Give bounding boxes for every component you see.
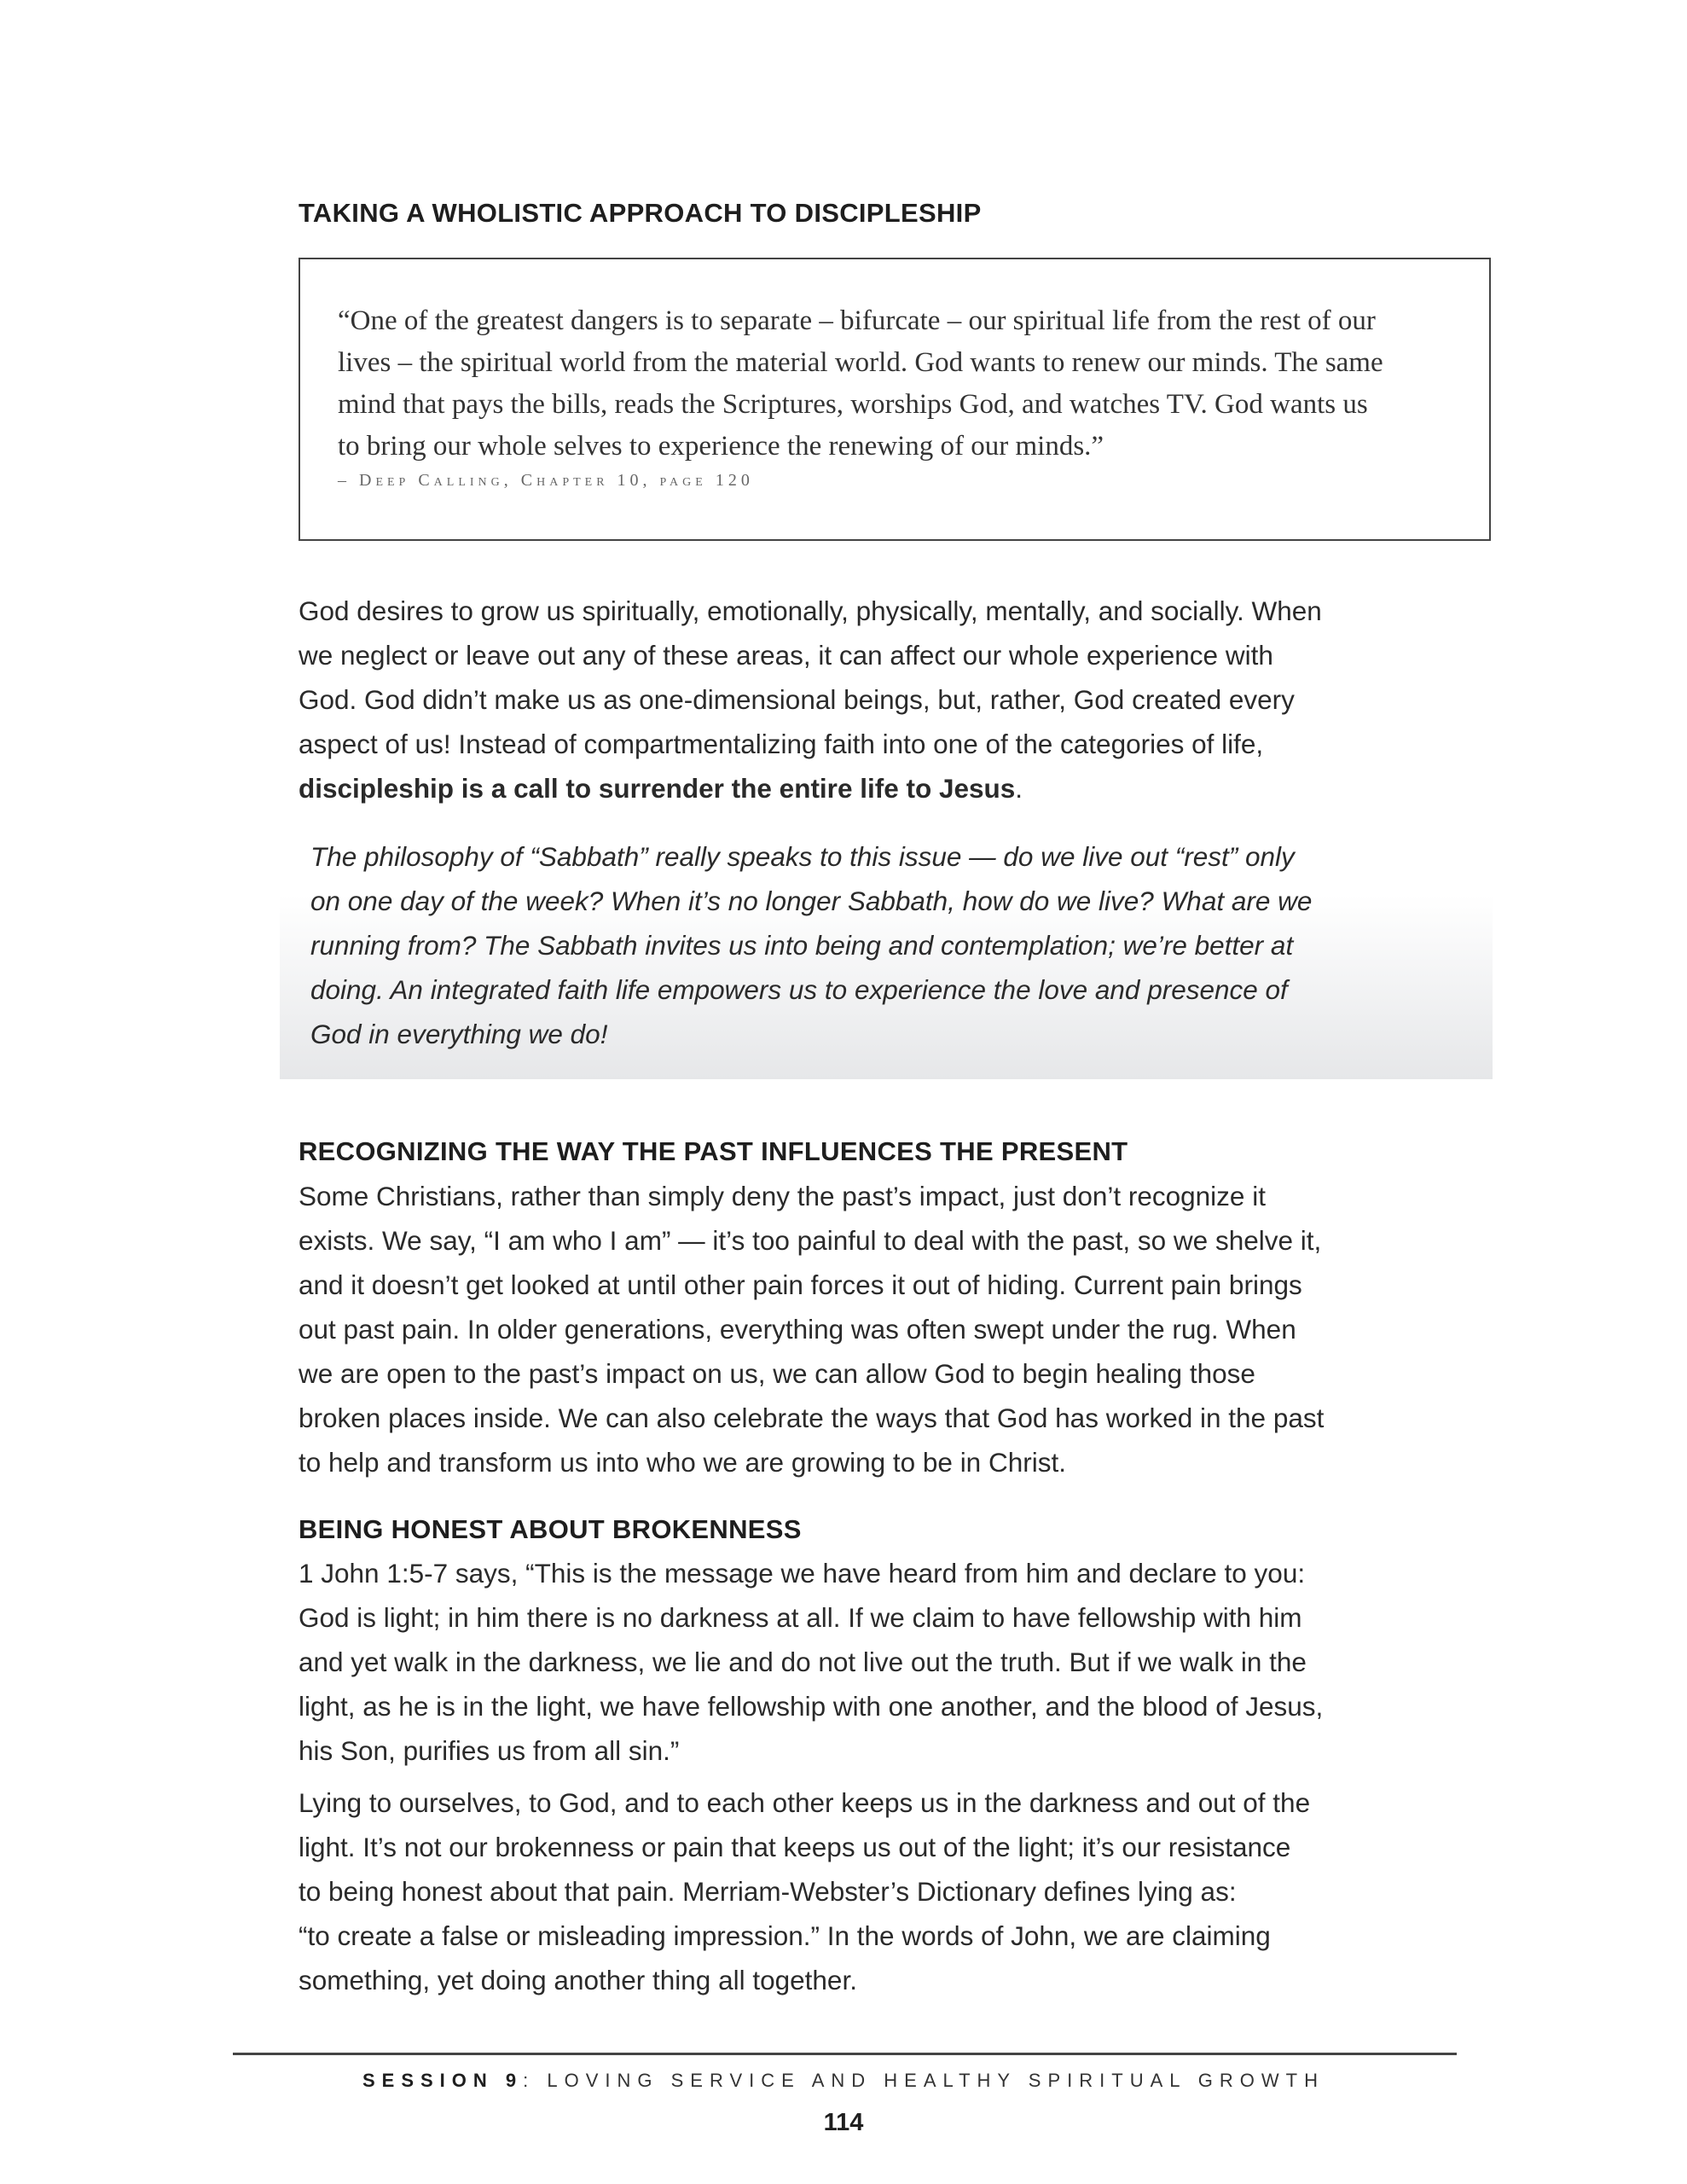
section-heading-wholistic: TAKING A WHOLISTIC APPROACH TO DISCIPLESHIP (299, 198, 982, 228)
text-line: his Son, purifies us from all sin.” (299, 1735, 680, 1766)
text-line: God. God didn’t make us as one-dimensional beings, but, rather, God created every (299, 684, 1295, 715)
text-line: and yet walk in the darkness, we lie and do not live out the truth. But if we walk in the (299, 1647, 1307, 1677)
text-line: The philosophy of “Sabbath” really speaks to this issue — do we live out “rest” only (310, 841, 1295, 872)
callout-text (310, 834, 1522, 1056)
text-line: to being honest about that pain. Merriam-Webster’s Dictionary defines lying as: (299, 1876, 1237, 1907)
text-line: doing. An integrated faith life empowers us to experience the love and presence of (310, 974, 1288, 1005)
quote-line: to bring our whole selves to experience the renewing of our minds.” (338, 431, 1104, 462)
footer-title: : LOVING SERVICE AND HEALTHY SPIRITUAL GROWTH (523, 2070, 1325, 2091)
quote-line: lives – the spiritual world from the material world. God wants to renew our minds. The same (338, 347, 1383, 378)
body-paragraph-wholistic (299, 589, 1510, 810)
footer-divider (233, 2053, 1457, 2055)
text-line: God in everything we do! (310, 1019, 608, 1049)
text-line: Lying to ourselves, to God, and to each other keeps us in the darkness and out of the (299, 1787, 1311, 1818)
text-line: broken places inside. We can also celebrate the ways that God has worked in the past (299, 1403, 1325, 1433)
body-paragraph-lying (299, 1780, 1510, 2002)
quote-box (299, 258, 1491, 541)
text-line: 1 John 1:5-7 says, “This is the message we have heard from him and declare to you: (299, 1558, 1306, 1589)
text-line: on one day of the week? When it’s no longer Sabbath, how do we live? What are we (310, 886, 1313, 916)
text-line: aspect of us! Instead of compartmentalizing faith into one of the categories of life, (299, 729, 1264, 759)
text-line: light. It’s not our brokenness or pain that keeps us out of the light; it’s our resistance (299, 1832, 1291, 1862)
text-line: we neglect or leave out any of these areas, it can affect our whole experience with (299, 640, 1273, 671)
emphasis-text: discipleship is a call to surrender the entire life to Jesus (299, 773, 1016, 804)
section-heading-brokenness: BEING HONEST ABOUT BROKENNESS (299, 1514, 802, 1544)
text-line: and it doesn’t get looked at until other pain forces it out of hiding. Current pain brings (299, 1269, 1302, 1300)
text-line: something, yet doing another thing all together. (299, 1965, 857, 1995)
body-paragraph-scripture (299, 1551, 1510, 1773)
text-line: “to create a false or misleading impression.” In the words of John, we are claiming (299, 1920, 1271, 1951)
section-heading-past: RECOGNIZING THE WAY THE PAST INFLUENCES THE PRESENT (299, 1136, 1128, 1166)
text-line: light, as he is in the light, we have fellowship with one another, and the blood of Jesus, (299, 1691, 1324, 1722)
callout-box (280, 834, 1493, 1079)
text-line: to help and transform us into who we are growing to be in Christ. (299, 1447, 1066, 1478)
body-paragraph-past (299, 1174, 1510, 1484)
page-number: 114 (823, 2109, 864, 2136)
text-line: exists. We say, “I am who I am” — it’s too painful to deal with the past, so we shelve it, (299, 1225, 1322, 1256)
text-punctuation: . (1015, 773, 1023, 804)
text-line: running from? The Sabbath invites us into being and contemplation; we’re better at (310, 930, 1294, 961)
text-line: out past pain. In older generations, everything was often swept under the rug. When (299, 1314, 1296, 1345)
text-line: we are open to the past’s impact on us, we can allow God to begin healing those (299, 1358, 1255, 1389)
quote-citation: – Deep Calling, Chapter 10, page 120 (338, 471, 754, 490)
quote-line: “One of the greatest dangers is to separate – bifurcate – our spiritual life from the rest of our (338, 305, 1376, 336)
footer-session-title (0, 2070, 1687, 2092)
quote-line: mind that pays the bills, reads the Scriptures, worships God, and watches TV. God wants us (338, 389, 1368, 420)
text-line: God is light; in him there is no darkness at all. If we claim to have fellowship with him (299, 1602, 1302, 1633)
footer-session-label: SESSION 9 (362, 2070, 524, 2091)
text-line (299, 766, 1510, 810)
text-line: God desires to grow us spiritually, emotionally, physically, mentally, and socially. When (299, 595, 1322, 626)
text-line: Some Christians, rather than simply deny the past’s impact, just don’t recognize it (299, 1181, 1266, 1211)
